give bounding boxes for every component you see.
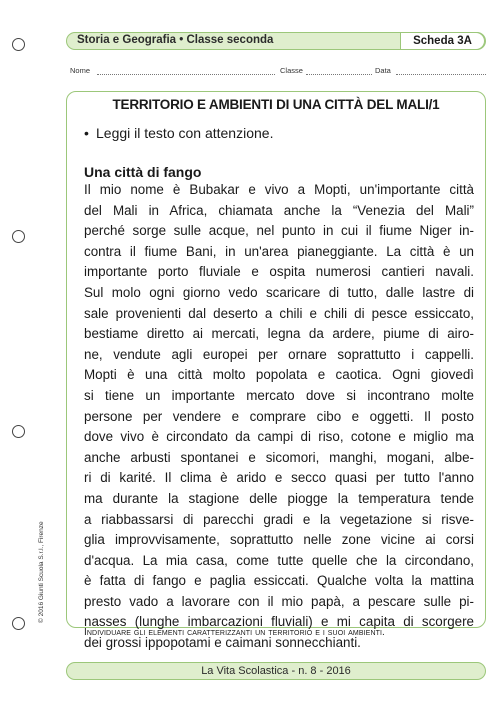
footer-bar: La Vita Scolastica - n. 8 - 2016 — [66, 662, 486, 680]
text-line: presto vado a lavorare con il mio papà, a pescare sulle pi- — [84, 593, 474, 609]
text-line: ne, vendute agli europei per ornare soprattutto i cappelli. — [84, 346, 474, 362]
text-line: a riabbassarsi di parecchi gradi e la vegetazione si risve- — [84, 511, 474, 527]
text-line: ri di karité. Il clima è arido e secco quasi per tutto l'anno — [84, 470, 474, 486]
text-line: sale provenienti dal deserto a chili e chili di pesce essiccato, — [84, 305, 474, 321]
worksheet-title: TERRITORIO E AMBIENTI DI UNA CITTÀ DEL MALI/1 — [112, 97, 440, 112]
text-line: importante porto fluviale e ospita numerosi cantieri navali. — [84, 264, 474, 280]
binder-hole-icon — [12, 230, 25, 243]
sheet-number: Scheda 3A — [400, 32, 485, 50]
date-field[interactable] — [396, 74, 486, 75]
date-label: Data — [375, 66, 391, 75]
name-label: Nome — [70, 66, 91, 75]
text-line: persone per vendere e comprare cibo e oggetti. Il posto — [84, 408, 474, 424]
binder-hole-icon — [12, 425, 25, 438]
binder-hole-icon — [12, 38, 25, 51]
student-fields — [70, 66, 486, 78]
instruction-text: Leggi il testo con attenzione. — [96, 125, 274, 141]
text-line: Il mio nome è Bubakar e vivo a Mopti, un'importante città — [84, 182, 474, 197]
text-subtitle: Una città di fango — [84, 164, 202, 180]
text-line: perché sorge sulle acque, nel punto in cui il fiume Niger in- — [84, 223, 474, 239]
text-line: d'acqua. La mia casa, come tutte quelle che la circondano, — [84, 552, 474, 568]
header-bar — [66, 32, 486, 50]
text-line: nasses (lunghe imbarcazioni fluviali) e mi capita di scorgere — [84, 614, 474, 630]
text-line: dove vivo è circondato da campi di riso, cotone e miglio ma — [84, 429, 474, 445]
class-label: Classe — [280, 66, 303, 75]
reading-text — [84, 180, 474, 654]
text-line: è fatta di fango e paglia essiccati. Qualche volta la mattina — [84, 573, 474, 589]
text-line: anche arbusti spontanei e sicomori, manghi, mogani, albe- — [84, 449, 474, 465]
text-line: Sul molo ogni giorno vedo scaricare di tutto, dalle lastre di — [84, 284, 474, 300]
text-line: Mopti è una città molto popolata e caotica. Ogni giovedì — [84, 367, 474, 383]
text-line: ma durante la stagione delle piogge la temperatura tende — [84, 490, 474, 506]
copyright-notice: © 2016 Giunti Scuola S.r.l., Firenze — [38, 521, 45, 623]
class-field[interactable] — [306, 74, 372, 75]
binder-hole-icon — [12, 617, 25, 630]
text-line: dei grossi ippopotami e caimani sonnecchianti. — [84, 635, 361, 651]
text-line: si tiene un importante mercato dove si incontrano molte — [84, 387, 474, 403]
worksheet-card — [66, 91, 486, 651]
text-line: glia improvvisamente, soprattutto nelle zone vicine ai corsi — [84, 532, 474, 548]
text-line: bestiame diretto ai mercati, legna da ardere, piume di airo- — [84, 326, 474, 342]
text-line: contra il fiume Bani, in un'area pianeggiante. La città è un — [84, 243, 474, 259]
subject-label: Storia e Geografia • Classe seconda — [77, 34, 274, 46]
learning-objective: Individuare gli elementi caratterizzanti un territorio e i suoi ambienti. — [84, 627, 385, 638]
name-field[interactable] — [97, 74, 275, 75]
instruction — [84, 125, 273, 141]
bullet-icon: • — [84, 125, 89, 141]
text-line: del Mali in Africa, chiamata anche la “Venezia del Mali” — [84, 202, 474, 218]
